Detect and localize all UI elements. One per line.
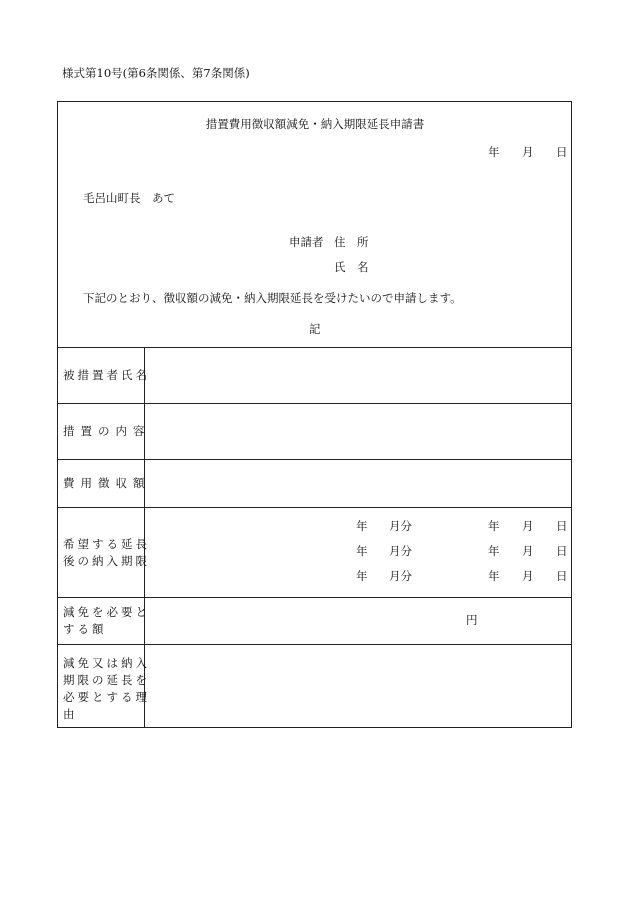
- row-divider: [57, 507, 572, 508]
- deadline-year: 年: [356, 569, 368, 583]
- form-number: 様式第10号(第6条関係、第7条関係): [62, 66, 250, 80]
- box-top-border: [57, 101, 572, 102]
- address-label: 住 所: [334, 235, 369, 249]
- row-label-reason-line4: 由: [63, 707, 78, 721]
- applicant-label: 申請者: [289, 235, 324, 249]
- date-year: 年: [488, 145, 500, 159]
- deadline-year: 年: [356, 544, 368, 558]
- table-top-border: [57, 347, 572, 348]
- name-label: 氏 名: [334, 260, 369, 274]
- box-right-border: [571, 101, 572, 728]
- row-label-deadline-line1: 希望する延長: [63, 537, 150, 551]
- deadline-day: 日: [556, 544, 568, 558]
- row-label-deadline-line2: 後の納入期限: [63, 554, 150, 568]
- deadline-month: 月: [522, 544, 534, 558]
- deadline-year2: 年: [488, 569, 500, 583]
- date-month: 月: [522, 145, 534, 159]
- date-day: 日: [556, 145, 568, 159]
- statement: 下記のとおり、徴収額の減免・納入期限延長を受けたいので申請します。: [83, 291, 462, 305]
- form-title: 措置費用徴収額減免・納入期限延長申請書: [205, 117, 425, 131]
- row-label-reason-line2: 期限の延長を: [63, 673, 150, 687]
- deadline-month: 月: [522, 569, 534, 583]
- deadline-year: 年: [356, 519, 368, 533]
- box-left-border: [57, 101, 58, 728]
- row-divider: [57, 597, 572, 598]
- row-label-reduction-line2: する額: [63, 622, 107, 636]
- deadline-month-fen: 月分: [389, 519, 412, 533]
- row-label-measure-content: 措置の内容: [63, 424, 151, 438]
- row-label-reason-line1: 減免又は納入: [63, 656, 150, 670]
- box-bottom-border: [57, 727, 572, 728]
- deadline-day: 日: [556, 519, 568, 533]
- deadline-month: 月: [522, 519, 534, 533]
- reduction-yen-unit: 円: [466, 613, 478, 627]
- row-label-reason-line3: 必要とする理: [63, 690, 150, 704]
- row-divider: [57, 644, 572, 645]
- row-divider: [57, 403, 572, 404]
- row-label-fee-amount: 費用徴収額: [63, 476, 151, 490]
- deadline-month-fen: 月分: [389, 544, 412, 558]
- row-label-reduction-line1: 減免を必要と: [63, 605, 150, 619]
- ki-mark: 記: [309, 322, 321, 336]
- deadline-year2: 年: [488, 519, 500, 533]
- deadline-year2: 年: [488, 544, 500, 558]
- deadline-day: 日: [556, 569, 568, 583]
- row-divider: [57, 459, 572, 460]
- recipient: 毛呂山町長 あて: [83, 191, 175, 205]
- deadline-month-fen: 月分: [389, 569, 412, 583]
- row-label-recipient-name: 被措置者氏名: [63, 368, 150, 382]
